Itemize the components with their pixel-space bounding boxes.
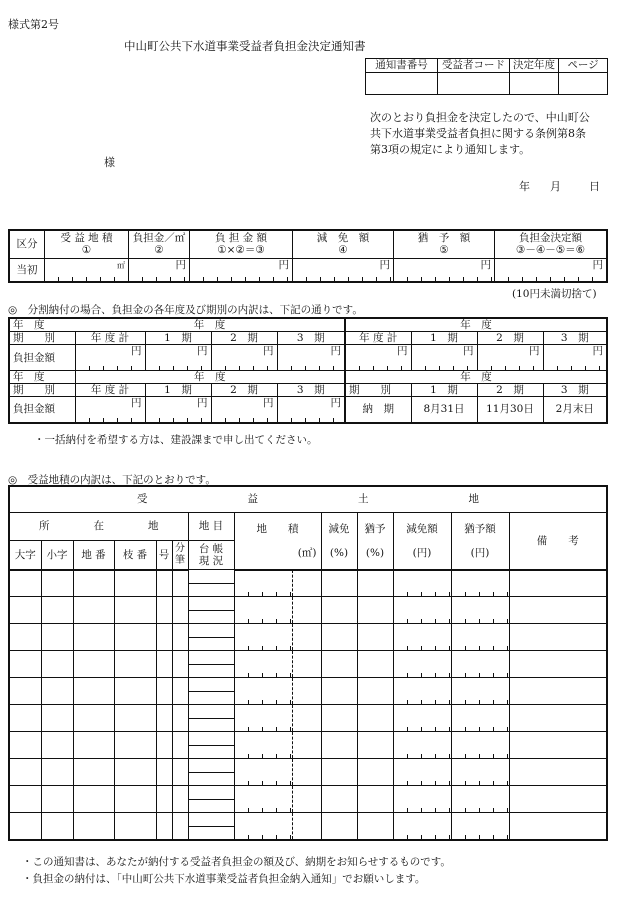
land-cell (393, 759, 451, 786)
land-cell (357, 597, 393, 624)
land-cell (234, 570, 292, 597)
land-cell (172, 786, 188, 813)
summary-table (8, 229, 608, 283)
land-cell (73, 624, 114, 651)
land-col-bunpitsu: 分筆 (172, 540, 188, 570)
date-month: 月 (550, 180, 561, 193)
land-cell (41, 786, 73, 813)
installment-table (8, 317, 608, 424)
land-cell (321, 678, 357, 705)
inst-amount-cell: 円 (543, 345, 607, 371)
inst-col-2-1: 2 期 (211, 332, 277, 345)
land-cell (188, 813, 234, 840)
land-header-yuyo: 猶予 (%) (357, 512, 393, 570)
land-cell (9, 732, 41, 759)
land-cell (9, 678, 41, 705)
land-col-go: 号 (156, 540, 172, 570)
form-number: 様式第2号 (8, 18, 59, 31)
land-cell (451, 786, 509, 813)
land-cell (292, 732, 321, 759)
land-cell (9, 624, 41, 651)
land-cell (357, 570, 393, 597)
land-cell (156, 570, 172, 597)
land-cell (234, 732, 292, 759)
land-cell (321, 786, 357, 813)
land-cell (114, 732, 156, 759)
land-cell (292, 651, 321, 678)
land-cell (234, 813, 292, 840)
land-header-chiseki: 地 積 (㎡) (234, 512, 321, 570)
land-cell (292, 813, 321, 840)
land-cell (292, 678, 321, 705)
inst-col-total-2: 年 度 計 (345, 332, 411, 345)
inst-amount-cell: 円 (145, 397, 211, 423)
land-cell (41, 678, 73, 705)
inst-col-2-4: 2 期 (477, 384, 543, 397)
inst-col-2-2: 2 期 (477, 332, 543, 345)
summary-header-unit-charge: 負担金／㎡ ② (129, 230, 190, 258)
land-cell (156, 705, 172, 732)
land-cell (188, 651, 234, 678)
land-cell (114, 570, 156, 597)
land-cell (321, 597, 357, 624)
land-cell (357, 813, 393, 840)
land-cell (321, 732, 357, 759)
land-cell (393, 813, 451, 840)
inst-amount-cell: 円 (411, 345, 477, 371)
land-cell (156, 759, 172, 786)
summary-header-exemption: 減 免 額 ④ (293, 230, 394, 258)
land-header-yuyogaku: 猶予額 (円) (451, 512, 509, 570)
summary-header-area: 受 益 地 積 ① (45, 230, 129, 258)
land-cell (451, 570, 509, 597)
land-row (9, 732, 607, 759)
land-row (9, 678, 607, 705)
land-cell (188, 597, 234, 624)
land-cell (451, 597, 509, 624)
land-cell (234, 651, 292, 678)
land-cell (188, 786, 234, 813)
land-cell (188, 678, 234, 705)
land-cell (509, 705, 607, 732)
intro-text (370, 110, 590, 158)
land-cell (292, 624, 321, 651)
land-cell (9, 570, 41, 597)
land-row (9, 570, 607, 597)
land-cell (41, 705, 73, 732)
land-row (9, 813, 607, 840)
land-cell (321, 651, 357, 678)
land-cell (156, 813, 172, 840)
land-cell (451, 732, 509, 759)
land-cell (172, 570, 188, 597)
inst-year-3: 年 度 (75, 371, 345, 384)
land-rows-table (8, 569, 608, 841)
land-cell (509, 813, 607, 840)
land-col-chiban: 地 番 (73, 540, 114, 570)
land-cell (509, 759, 607, 786)
land-table (8, 485, 608, 571)
land-cell (393, 786, 451, 813)
land-cell (172, 624, 188, 651)
land-cell (188, 624, 234, 651)
inst-col-3-2: 3 期 (543, 332, 607, 345)
beneficiary-code-field (438, 73, 510, 95)
land-cell (321, 624, 357, 651)
land-cell (393, 678, 451, 705)
land-cell (172, 678, 188, 705)
inst-col-1-2: 1 期 (411, 332, 477, 345)
land-cell (41, 624, 73, 651)
land-cell (41, 732, 73, 759)
land-cell (234, 678, 292, 705)
land-cell (509, 651, 607, 678)
land-cell (451, 624, 509, 651)
land-cell (114, 786, 156, 813)
inst-col-total-1: 年 度 計 (75, 332, 145, 345)
land-cell (509, 570, 607, 597)
land-cell (114, 705, 156, 732)
summary-header-kubun: 区分 (9, 230, 45, 258)
land-cell (357, 624, 393, 651)
recipient-honorific: 様 (104, 156, 115, 169)
land-cell (73, 597, 114, 624)
land-cell (73, 732, 114, 759)
land-cell (509, 678, 607, 705)
land-cell (114, 597, 156, 624)
land-heading: ◎ 受益地積の内訳は、下記のとおりです。 (8, 474, 216, 486)
inst-kibetsu-label-2: 期 別 (9, 384, 75, 397)
inst-amount-cell: 円 (75, 397, 145, 423)
land-cell (41, 597, 73, 624)
inst-amount-label-2: 負担金額 (9, 397, 75, 423)
land-col-koaza: 小字 (41, 540, 73, 570)
land-cell (188, 759, 234, 786)
land-cell (234, 786, 292, 813)
footer-note-1: ・この通知書は、あなたが納付する受益者負担金の額及び、納期をお知らせするものです。 (22, 856, 451, 868)
land-cell (172, 813, 188, 840)
land-row (9, 624, 607, 651)
land-row (9, 597, 607, 624)
inst-amount-cell: 円 (211, 345, 277, 371)
land-row (9, 786, 607, 813)
land-cell (114, 678, 156, 705)
land-cell (393, 624, 451, 651)
inst-col-total-3: 年 度 計 (75, 384, 145, 397)
land-cell (357, 759, 393, 786)
land-cell (73, 705, 114, 732)
land-header-chimoku: 地 目 (188, 512, 234, 540)
land-cell (321, 705, 357, 732)
land-cell (73, 786, 114, 813)
inst-col-1-1: 1 期 (145, 332, 211, 345)
footer-note-2: ・負担金の納付は、「中山町公共下水道事業受益者負担金納入通知」でお願いします。 (22, 873, 426, 885)
notice-number-field (366, 73, 438, 95)
land-cell (41, 570, 73, 597)
land-row (9, 759, 607, 786)
land-cell (41, 813, 73, 840)
land-cell (73, 570, 114, 597)
land-cell (509, 597, 607, 624)
notice-number-label: 通知書番号 (366, 59, 438, 73)
summary-area-cell: ㎡ (45, 258, 129, 282)
page-field (559, 73, 608, 95)
land-cell (393, 651, 451, 678)
land-cell (41, 759, 73, 786)
land-cell (451, 759, 509, 786)
installment-heading: ◎ 分割納付の場合、負担金の各年度及び期別の内訳は、下記の通りです。 (8, 304, 363, 316)
land-cell (9, 597, 41, 624)
inst-col-3-1: 3 期 (277, 332, 345, 345)
land-cell (509, 624, 607, 651)
land-cell (234, 597, 292, 624)
rounding-note: (10円未満切捨て) (512, 288, 597, 300)
land-row (9, 705, 607, 732)
inst-col-1-3: 1 期 (145, 384, 211, 397)
summary-amount-cell: 円 (190, 258, 293, 282)
inst-kibetsu-label-3: 期 別 (345, 384, 411, 397)
summary-deferral-cell: 円 (394, 258, 495, 282)
land-cell (114, 759, 156, 786)
inst-amount-label-1: 負担金額 (9, 345, 75, 371)
land-cell (156, 597, 172, 624)
land-cell (9, 651, 41, 678)
land-cell (114, 651, 156, 678)
summary-unit-charge-cell: 円 (129, 258, 190, 282)
land-cell (41, 651, 73, 678)
inst-year-4: 年 度 (345, 371, 607, 384)
land-row (9, 651, 607, 678)
inst-amount-cell: 円 (345, 345, 411, 371)
land-cell (9, 813, 41, 840)
land-cell (292, 786, 321, 813)
land-cell (357, 651, 393, 678)
land-cell (393, 732, 451, 759)
land-cell (188, 570, 234, 597)
land-cell (451, 678, 509, 705)
intro-line-1: 次のとおり負担金を決定したので、中山町公 (370, 111, 590, 124)
land-header-biko: 備 考 (509, 512, 607, 570)
land-cell (357, 732, 393, 759)
due-date-3: 2月末日 (543, 397, 607, 423)
land-cell (321, 759, 357, 786)
summary-header-final: 負担金決定額 ③－④－⑤＝⑥ (495, 230, 608, 258)
date-day: 日 (589, 180, 600, 193)
summary-row-label: 当初 (9, 258, 45, 282)
summary-final-cell: 円 (495, 258, 608, 282)
land-cell (509, 786, 607, 813)
land-cell (188, 705, 234, 732)
land-cell (234, 624, 292, 651)
land-cell (357, 705, 393, 732)
land-cell (234, 705, 292, 732)
land-cell (114, 624, 156, 651)
land-col-edaban: 枝 番 (114, 540, 156, 570)
land-cell (234, 759, 292, 786)
beneficiary-code-label: 受益者コード (438, 59, 510, 73)
land-cell (9, 786, 41, 813)
due-date-label: 納 期 (345, 397, 411, 423)
inst-col-2-3: 2 期 (211, 384, 277, 397)
land-cell (451, 651, 509, 678)
land-cell (292, 705, 321, 732)
land-cell (292, 759, 321, 786)
land-cell (393, 705, 451, 732)
decision-year-label: 決定年度 (510, 59, 559, 73)
land-cell (172, 597, 188, 624)
inst-amount-cell: 円 (477, 345, 543, 371)
land-cell (172, 732, 188, 759)
land-cell (393, 570, 451, 597)
date-year: 年 (519, 180, 530, 193)
land-cell (509, 732, 607, 759)
land-cell (172, 651, 188, 678)
inst-amount-cell: 円 (277, 397, 345, 423)
land-cell (188, 732, 234, 759)
land-cell (451, 705, 509, 732)
land-cell (156, 678, 172, 705)
land-cell (172, 759, 188, 786)
inst-amount-cell: 円 (277, 345, 345, 371)
land-header-juekitochi: 受 益 土 地 (9, 486, 607, 512)
land-cell (172, 705, 188, 732)
inst-nendo-label-2: 年 度 (9, 371, 75, 384)
inst-col-1-4: 1 期 (411, 384, 477, 397)
land-cell (73, 678, 114, 705)
land-cell (156, 732, 172, 759)
land-cell (393, 597, 451, 624)
land-header-genmen: 減免 (%) (321, 512, 357, 570)
land-col-daicho-genkyo: 台 帳 現 況 (188, 540, 234, 570)
land-cell (321, 570, 357, 597)
land-cell (73, 813, 114, 840)
land-cell (357, 678, 393, 705)
due-date-1: 8月31日 (411, 397, 477, 423)
land-header-genmengaku: 減免額 (円) (393, 512, 451, 570)
page-label: ページ (559, 59, 608, 73)
lump-sum-note: ・一括納付を希望する方は、建設課まで申し出てください。 (34, 434, 318, 446)
land-cell (292, 597, 321, 624)
land-cell (73, 651, 114, 678)
land-cell (9, 759, 41, 786)
inst-amount-cell: 円 (211, 397, 277, 423)
inst-nendo-label-1: 年 度 (9, 318, 75, 332)
land-cell (156, 624, 172, 651)
land-cell (321, 813, 357, 840)
inst-col-3-4: 3 期 (543, 384, 607, 397)
land-cell (156, 651, 172, 678)
land-cell (156, 786, 172, 813)
land-cell (9, 705, 41, 732)
inst-col-3-3: 3 期 (277, 384, 345, 397)
land-col-oaza: 大字 (9, 540, 41, 570)
land-cell (357, 786, 393, 813)
inst-kibetsu-label-1: 期 別 (9, 332, 75, 345)
inst-amount-cell: 円 (145, 345, 211, 371)
land-cell (73, 759, 114, 786)
land-cell (292, 570, 321, 597)
header-boxes (365, 58, 608, 95)
due-date-2: 11月30日 (477, 397, 543, 423)
decision-year-field (510, 73, 559, 95)
summary-exemption-cell: 円 (293, 258, 394, 282)
land-header-shozaichi: 所 在 地 (9, 512, 188, 540)
summary-header-deferral: 猶 予 額 ⑤ (394, 230, 495, 258)
intro-line-3: 第3項の規定により通知します。 (370, 143, 531, 156)
page-title: 中山町公共下水道事業受益者負担金決定通知書 (124, 39, 366, 53)
inst-year-2: 年 度 (345, 318, 607, 332)
inst-year-1: 年 度 (75, 318, 345, 332)
intro-line-2: 共下水道事業受益者負担に関する条例第8条 (370, 127, 586, 140)
land-cell (451, 813, 509, 840)
land-cell (114, 813, 156, 840)
inst-amount-cell: 円 (75, 345, 145, 371)
summary-header-amount: 負 担 金 額 ①×②＝③ (190, 230, 293, 258)
